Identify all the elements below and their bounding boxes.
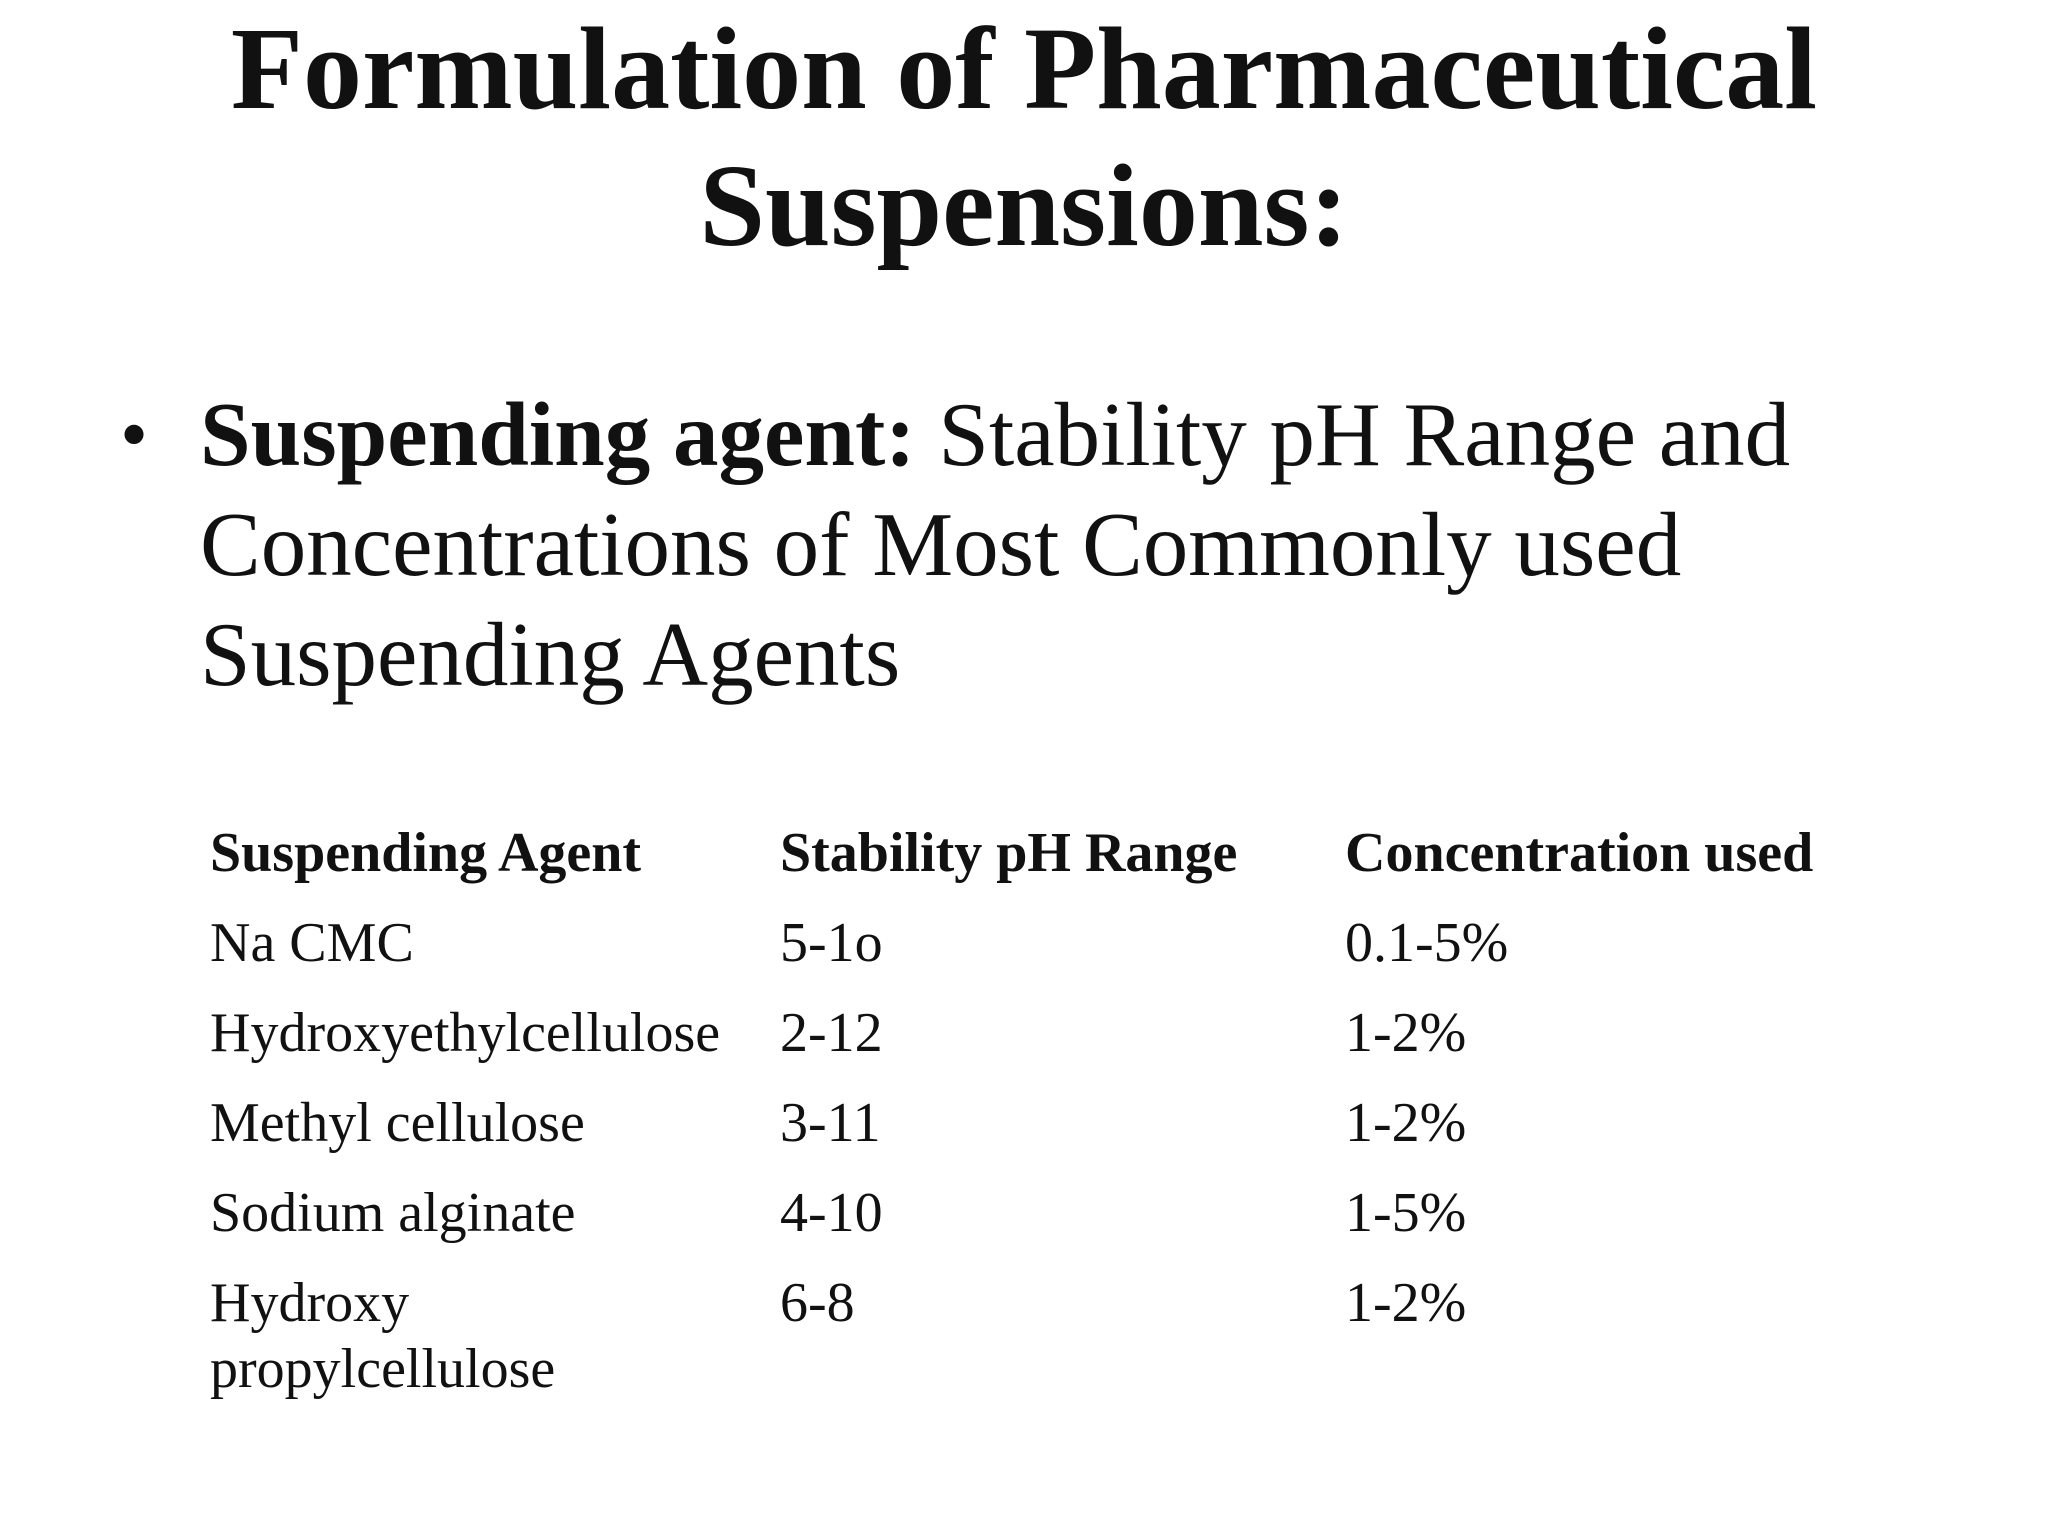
cell-ph-range: 6-8 xyxy=(780,1272,855,1334)
cell-concentration: 1-2% xyxy=(1345,1272,1467,1334)
cell-ph-range: 2-12 xyxy=(780,1002,883,1064)
bullet-body: Stability pH Range and Concentrations of Most Commonly used Suspending Agents xyxy=(200,384,1791,705)
table-row xyxy=(210,1270,1890,1420)
title-line-2: Suspensions: xyxy=(699,140,1349,271)
cell-agent: Sodium alginate xyxy=(210,1182,576,1244)
table-row xyxy=(210,910,1890,1000)
table-row xyxy=(210,1000,1890,1090)
slide-title xyxy=(0,0,2048,274)
header-concentration-used: Concentration used xyxy=(1345,822,1814,884)
cell-agent: Hydroxy propylcellulose xyxy=(210,1272,556,1400)
cell-agent: Na CMC xyxy=(210,912,414,974)
cell-agent: Hydroxyethylcellulose xyxy=(210,1002,721,1064)
cell-agent: Methyl cellulose xyxy=(210,1092,585,1154)
cell-concentration: 1-2% xyxy=(1345,1002,1467,1064)
table-row xyxy=(210,1090,1890,1180)
table-header-row xyxy=(210,820,1890,910)
cell-ph-range: 3-11 xyxy=(780,1092,881,1154)
cell-concentration: 1-5% xyxy=(1345,1182,1467,1244)
cell-ph-range: 5-1o xyxy=(780,912,883,974)
cell-ph-range: 4-10 xyxy=(780,1182,883,1244)
suspending-agents-table xyxy=(210,820,1890,1420)
title-line-1: Formulation of Pharmaceutical xyxy=(230,3,1818,134)
header-suspending-agent: Suspending Agent xyxy=(210,822,642,884)
cell-concentration: 1-2% xyxy=(1345,1092,1467,1154)
cell-concentration: 0.1-5% xyxy=(1345,912,1509,974)
bullet-label: Suspending agent: xyxy=(200,384,916,485)
header-stability-ph-range: Stability pH Range xyxy=(780,822,1238,884)
table-row xyxy=(210,1180,1890,1270)
bullet-dot-icon: • xyxy=(120,391,149,479)
bullet-text xyxy=(200,380,1840,710)
